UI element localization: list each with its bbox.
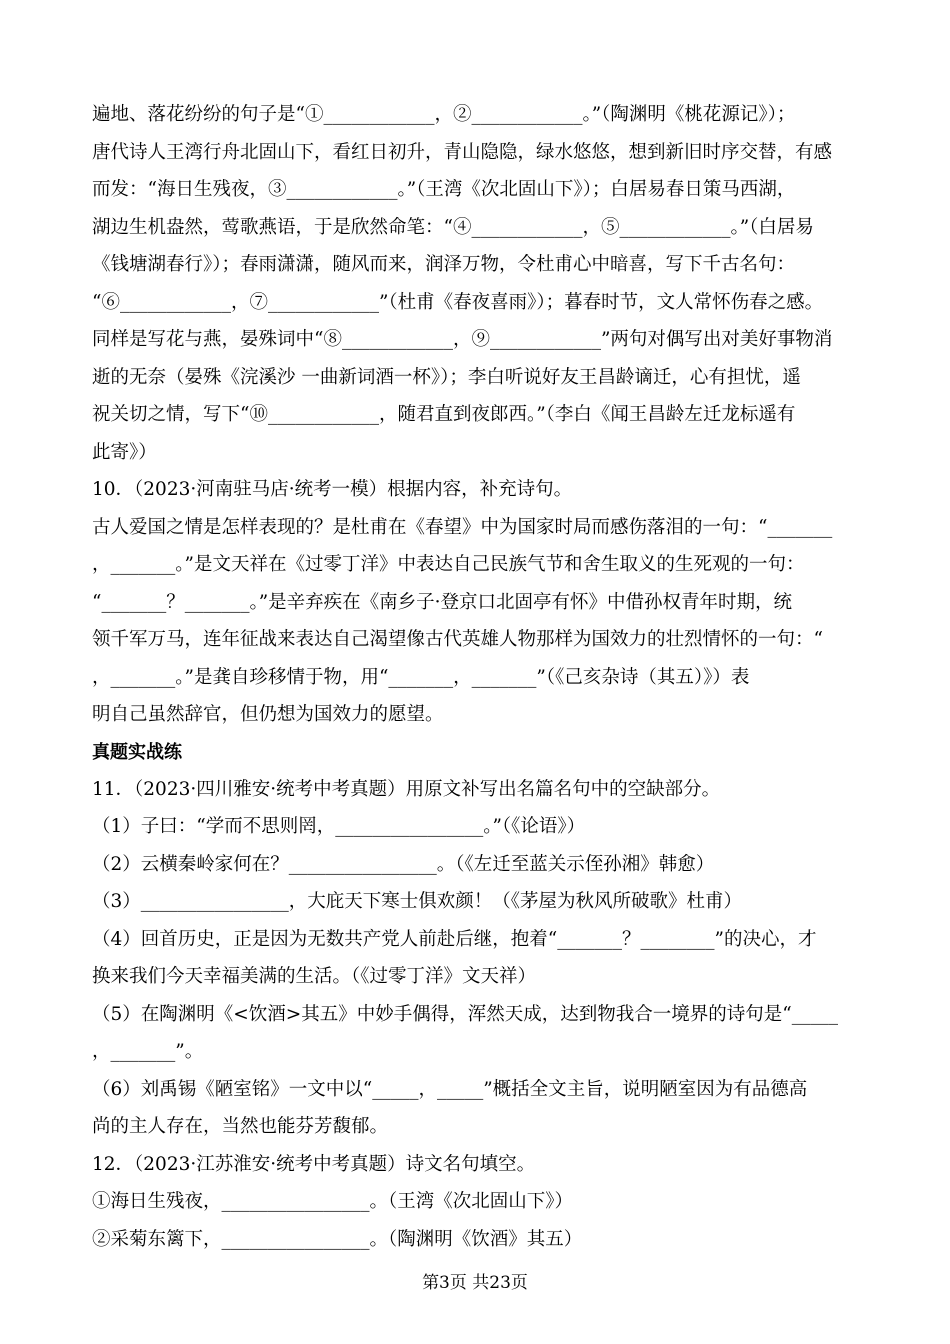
document-body (92, 96, 864, 1258)
text-line: （5）在陶渊明《<饮酒>其五》中妙手偶得，浑然天成，达到物我合一境界的诗句是“_____ (92, 1003, 838, 1025)
text-line: 此寄》） (92, 441, 157, 463)
section-title: 真题实战练 (92, 741, 182, 763)
text-line: （3）________________，大庇天下寒士俱欢颜！（《茅屋为秋风所破歌》杜甫） (92, 891, 743, 912)
text-line: 10．（2023·河南驻马店·统考一模）根据内容，补充诗句。 (92, 479, 573, 500)
text-line: （4）回首历史，正是因为无数共产党人前赴后继，抱着“_______？________”的决心，才 (92, 928, 817, 950)
text-line: 湖边生机盎然，莺歌燕语，于是欣然命笔：“④____________，⑤____________。”（白居易 (92, 216, 814, 238)
text-line: “_______？_______。”是辛弃疾在《南乡子·登京口北固亭有怀》中借孙权青年时期，统 (92, 591, 793, 613)
text-line: （2）云横秦岭家何在？________________。（《左迁至蓝关示侄孙湘》韩愈） (92, 853, 715, 875)
text-line: 尚的主人存在，当然也能芬芳馥郁。 (92, 1116, 389, 1137)
page-footer: 第3页 共23页 (422, 1273, 528, 1293)
text-line: ①海日生残夜，________________。（王湾《次北固山下》） (92, 1191, 574, 1212)
text-line: （1）子曰：“学而不思则罔，________________。”（《论语》） (92, 816, 586, 837)
text-line: 11．（2023·四川雅安·统考中考真题）用原文补写出名篇名句中的空缺部分。 (92, 778, 721, 800)
text-line: ②采菊东篱下，________________。（陶渊明《饮酒》其五） (92, 1228, 583, 1250)
text-line: 明自己虽然辞官，但仍想为国效力的愿望。 (92, 704, 444, 725)
text-line: ，_______。”是龚自珍移情于物，用“_______，_______”（《己亥杂诗（其五）》）表 (92, 666, 750, 688)
text-line: ，_______。”是文天祥在《过零丁洋》中表达自己民族气节和舍生取义的生死观的一句： (92, 554, 805, 575)
text-line: 遍地、落花纷纷的句子是“①____________，②____________。”（陶渊明《桃花源记》）； (92, 104, 796, 125)
text-line: 换来我们今天幸福美满的生活。（《过零丁洋》文天祥） (92, 966, 537, 987)
text-line: 古人爱国之情是怎样表现的？是杜甫在《春望》中为国家时局而感伤落泪的一句：“_______ (92, 516, 833, 538)
text-line: 唐代诗人王湾行舟北固山下，看红日初升，青山隐隐，绿水悠悠，想到新旧时序交替，有感 (92, 141, 833, 163)
text-line: 《钱塘湖春行》）；春雨潇潇，随风而来，润泽万物，令杜甫心中暗喜，写下千古名句： (92, 254, 796, 275)
text-line: 12．（2023·江苏淮安·统考中考真题）诗文名句填空。 (92, 1153, 536, 1175)
text-line: 逝的无奈（晏殊《浣溪沙 一曲新词酒一杯》）；李白听说好友王昌龄谪迁，心有担忧，遥 (92, 366, 801, 388)
questions-11-12 (92, 771, 864, 1259)
question-9-continuation (92, 96, 864, 734)
text-line: （6）刘禹锡《陋室铭》一文中以“_____，_____”概括全文主旨，说明陋室因为有品德高 (92, 1078, 808, 1100)
text-line: 领千军万马，连年征战来表达自己渴望像古代英雄人物那样为国效力的壮烈情怀的一句：“ (92, 629, 823, 650)
text-line: 祝关切之情，写下“⑩____________，随君直到夜郎西。”（李白《闻王昌龄左迁龙标遥有 (92, 404, 796, 425)
text-line: ，_______”。 (92, 1041, 204, 1062)
text-line: 同样是写花与燕，晏殊词中“⑧____________，⑨____________”两句对偶写出对美好事物消 (92, 329, 833, 350)
text-line: “⑥____________，⑦____________”（杜甫《春夜喜雨》）；暮春时节，文人常怀伤春之感。 (92, 291, 824, 313)
text-line: 而发：“海日生残夜，③____________。”（王湾《次北固山下》）；白居易春日策马西湖， (92, 179, 796, 200)
